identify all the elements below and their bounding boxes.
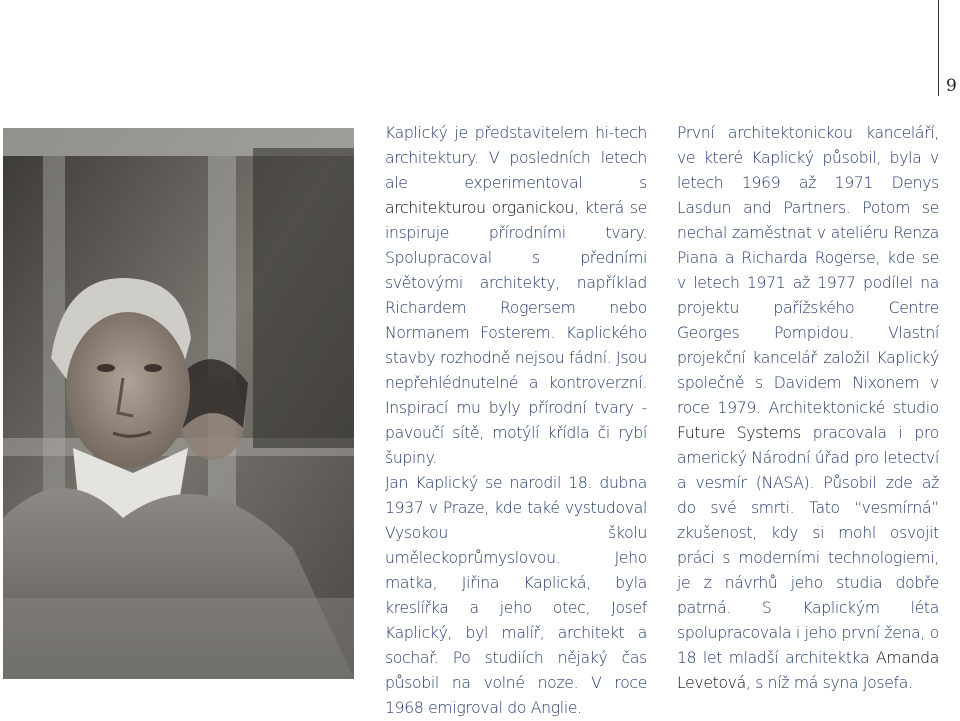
highlight-future-systems: Future Systems (677, 424, 801, 442)
career-text-e: , s níž má syna Josefa. (745, 674, 913, 692)
text-column-left (385, 121, 647, 721)
portrait-photo-icon (3, 128, 354, 679)
page-rule (938, 0, 939, 96)
page-number: 9 (946, 76, 957, 96)
text-column-right (677, 121, 939, 696)
intro-text-c: , která se inspiruje přírodními tvary. Spolupracoval s předními světovými architekty, například Richardem Rogersem nebo Normanem Fosterem. Kaplického stavby rozhodně nejsou fádní. Jsou nepřehlédnutelné a kontroverzní. Inspirací mu byly přírodní tvary - pavoučí sítě, motýlí křídla či rybí šupiny. (385, 199, 647, 467)
highlight-organic-architecture: architekturou organickou (385, 199, 575, 217)
paragraph-intro (385, 121, 647, 471)
intro-text-a: Kaplický je představitelem hi-tech architektury. V posledních letech ale experimentoval s (385, 124, 647, 192)
highlight-amanda-levetova: Amanda Levetová (677, 649, 939, 692)
paragraph-career (677, 121, 939, 696)
portrait-photo (3, 128, 354, 679)
career-text-a: První architektonickou kanceláří, ve které Kaplický působil, byla v letech 1969 až 1971 Denys Lasdun and Partners. Potom se nechal zaměstnat v ateliéru Renza Piana a Richarda Rogerse, kde se v letech 1971 až 1977 podílel na projektu pařížského Centre Georges Pompidou. Vlastní projekční kancelář založil Kaplický společně s Davidem Nixonem v roce 1979. Architektonické studio (677, 124, 939, 417)
career-text-c: pracovala i pro americký Národní úřad pro letectví a vesmír (NASA). Působil zde až do své smrti. Tato “vesmírná” zkušenost, kdy si mohl osvojit práci s moderními technologiemi, je z návrhů jeho studia dobře patrná. S Kaplickým léta spolupracovala i jeho první žena, o 18 let mladší architektka (677, 424, 939, 667)
paragraph-biography: Jan Kaplický se narodil 18. dubna 1937 v Praze, kde také vystudoval Vysokou školu uměleckoprůmyslovou. Jeho matka, Jiřina Kaplická, byla kreslířka a jeho otec, Josef Kaplický, byl malíř, architekt a sochař. Po studiích nějaký čas působil na volné noze. V roce 1968 emigroval do Anglie. (385, 474, 647, 717)
